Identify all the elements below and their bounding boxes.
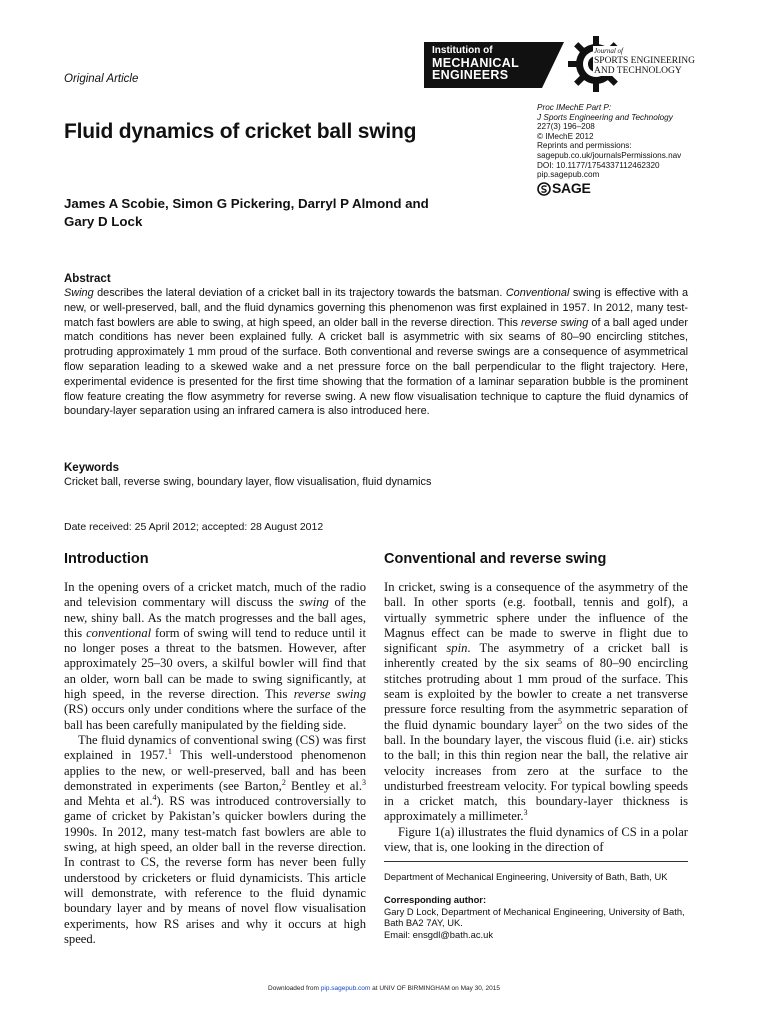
meta-reprints: Reprints and permissions: [537, 141, 632, 151]
meta-journal-line2: J Sports Engineering and Technology [537, 112, 673, 122]
authors-line2: Gary D Lock [64, 214, 143, 229]
introduction-heading: Introduction [64, 551, 149, 567]
download-footer: Downloaded from pip.sagepub.com at UNIV OF BIRMINGHAM on May 30, 2015 [268, 985, 500, 992]
journal-logo-prefix: Journal of [594, 47, 623, 55]
meta-site[interactable]: pip.sagepub.com [537, 170, 600, 180]
sage-logo-text: SAGE [552, 179, 591, 196]
abstract-text: Swing describes the lateral deviation of a cricket ball in its trajectory towards the batsman. Conventional swing is effective with a new, or well-preserved, ball, and the fluid dynamics governing this phenomenon was first explained in 1957. In 2012, many test-match fast bowlers are able to swing, at high speed, an older ball in the reverse direction. This reverse swing of a ball aged under match conditions has never been explained fully. A cricket ball is asymmetric with six seams of 80–90 encircling stitches, protruding approximately 1 mm proud of the surface. Both conventional and reverse swings are a consequence of asymmetrical flow separation leading to a skewed wake and a net pressure force on the ball perpendicular to the flight trajectory. Here, experimental evidence is presented for the first time showing that the formation of a laminar separation bubble is the prominent flow feature creating the flow asymmetry for reverse swing. A new flow visualisation technique to capture the fluid dynamics of boundary-layer separation using an infrared camera is also introduced here. [64, 287, 689, 418]
corresponding-heading: Corresponding author: [384, 894, 487, 905]
affiliation: Department of Mechanical Engineering, University of Bath, Bath, UK [384, 871, 668, 882]
imeche-logo-line1: Institution of [432, 45, 493, 56]
abstract [64, 272, 688, 419]
meta-volume: 227(3) 196–208 [537, 122, 595, 132]
introduction-section [64, 550, 366, 947]
journal-logo [566, 34, 716, 94]
corresponding-line1: Gary D Lock, Department of Mechanical Engineering, University of Bath, [384, 905, 685, 917]
corresponding-line2: Bath BA2 7AY, UK. [384, 917, 463, 929]
conv-paragraph-1: In cricket, swing is a consequence of the asymmetry of the ball. In other sports (e.g. football, tennis and golf), a virtually symmetric sphere under the influence of the Magnus effect can be made to swerve in flight due to significant spin. The asymmetry of a cricket ball is inherently created by the six seams of 80–90 encircling stitches protruding about 1 mm proud of the surface. This seam is exploited by the bowler to create a net transverse pressure force resulting from the asymmetric separation of the fluid dynamic boundary layer$^5$ on the two sides of the ball. In the boundary layer, the viscous fluid (i.e. air) sticks to the ball; in this thin region near the ball, the relative air velocity increases from zero at the surface to the undisturbed freestream velocity. For typical bowling speeds in a cricket match, this boundary-layer thickness is approximately a millimeter.$^3$ [384, 580, 689, 824]
meta-doi[interactable]: DOI: 10.1177/1754337112462320 [537, 160, 660, 170]
abstract-heading: Abstract [64, 273, 111, 285]
affiliation-divider [384, 861, 688, 862]
authors-line1: James A Scobie, Simon G Pickering, Darryl P Almond and [64, 196, 429, 211]
intro-paragraph-1: In the opening overs of a cricket match, much of the radio and television commentary will discuss the swing of the new, shiny ball. As the match progresses and the ball ages, this conventional form of swing will tend to reduce until it no longer poses a threat to the batsmen. However, after approximately 25–30 overs, a skilful bowler will find that an older, worn ball can be made to swing significantly, at high speed, in the reverse direction. This reverse swing (RS) occurs only under conditions where the surface of the ball has been carefully manipulated by the fielding side. [64, 580, 366, 732]
intro-paragraph-2: The fluid dynamics of conventional swing (CS) was first explained in 1957.$^1$ This well-understood phenomenon applies to the new, or well-preserved, ball and has been demonstrated in experiments (see Barton,$^2$ Bentley et al.$^3$ and Mehta et al.$^4$). RS was introduced controversially to game of cricket by Pakistan’s quicker bowlers during the 1990s. In 2012, many test-match fast bowlers are able to swing, at high speed, an older ball in the reverse direction. In contrast to CS, the reverse form has never been fully understood by cricketers or fluid dynamicists. This article will demonstrate, with reference to the fluid dynamic boundary layer and by means of novel flow visualisation experiments, how RS arises and why it occurs at high speed. [64, 732, 366, 946]
authors [64, 195, 429, 231]
journal-logo-line1: SPORTS ENGINEERING [594, 56, 696, 66]
keywords-heading: Keywords [64, 462, 119, 474]
conventional-section [384, 550, 688, 855]
imeche-logo [424, 42, 564, 88]
conventional-heading: Conventional and reverse swing [384, 551, 607, 567]
introduction-text [64, 580, 366, 947]
corresponding-author [384, 894, 685, 940]
meta-reprints-url[interactable]: sagepub.co.uk/journalsPermissions.nav [537, 150, 682, 160]
keywords [64, 461, 688, 490]
sage-logo [537, 179, 681, 196]
meta-copyright: © IMechE 2012 [537, 131, 594, 141]
journal-logo-line2: AND TECHNOLOGY [594, 66, 682, 76]
journal-metadata [537, 103, 681, 196]
corresponding-email[interactable]: Email: ensgdl@bath.ac.uk [384, 928, 494, 940]
sage-icon [537, 182, 551, 196]
imeche-logo-line3: ENGINEERS [432, 68, 509, 82]
meta-journal-line1: Proc IMechE Part P: [537, 103, 612, 112]
footer-link[interactable]: pip.sagepub.com [320, 985, 371, 992]
keywords-text: Cricket ball, reverse swing, boundary layer, flow visualisation, fluid dynamics [64, 476, 432, 488]
dates: Date received: 25 April 2012; accepted: 28 August 2012 [64, 521, 324, 533]
article-title: Fluid dynamics of cricket ball swing [64, 120, 417, 143]
imeche-logo-line2: MECHANICAL [432, 56, 520, 70]
conventional-text [384, 580, 688, 855]
article-type: Original Article [64, 73, 139, 85]
conv-paragraph-2: Figure 1(a) illustrates the fluid dynamics of CS in a polar view, that is, one looking in the direction of [384, 824, 688, 855]
